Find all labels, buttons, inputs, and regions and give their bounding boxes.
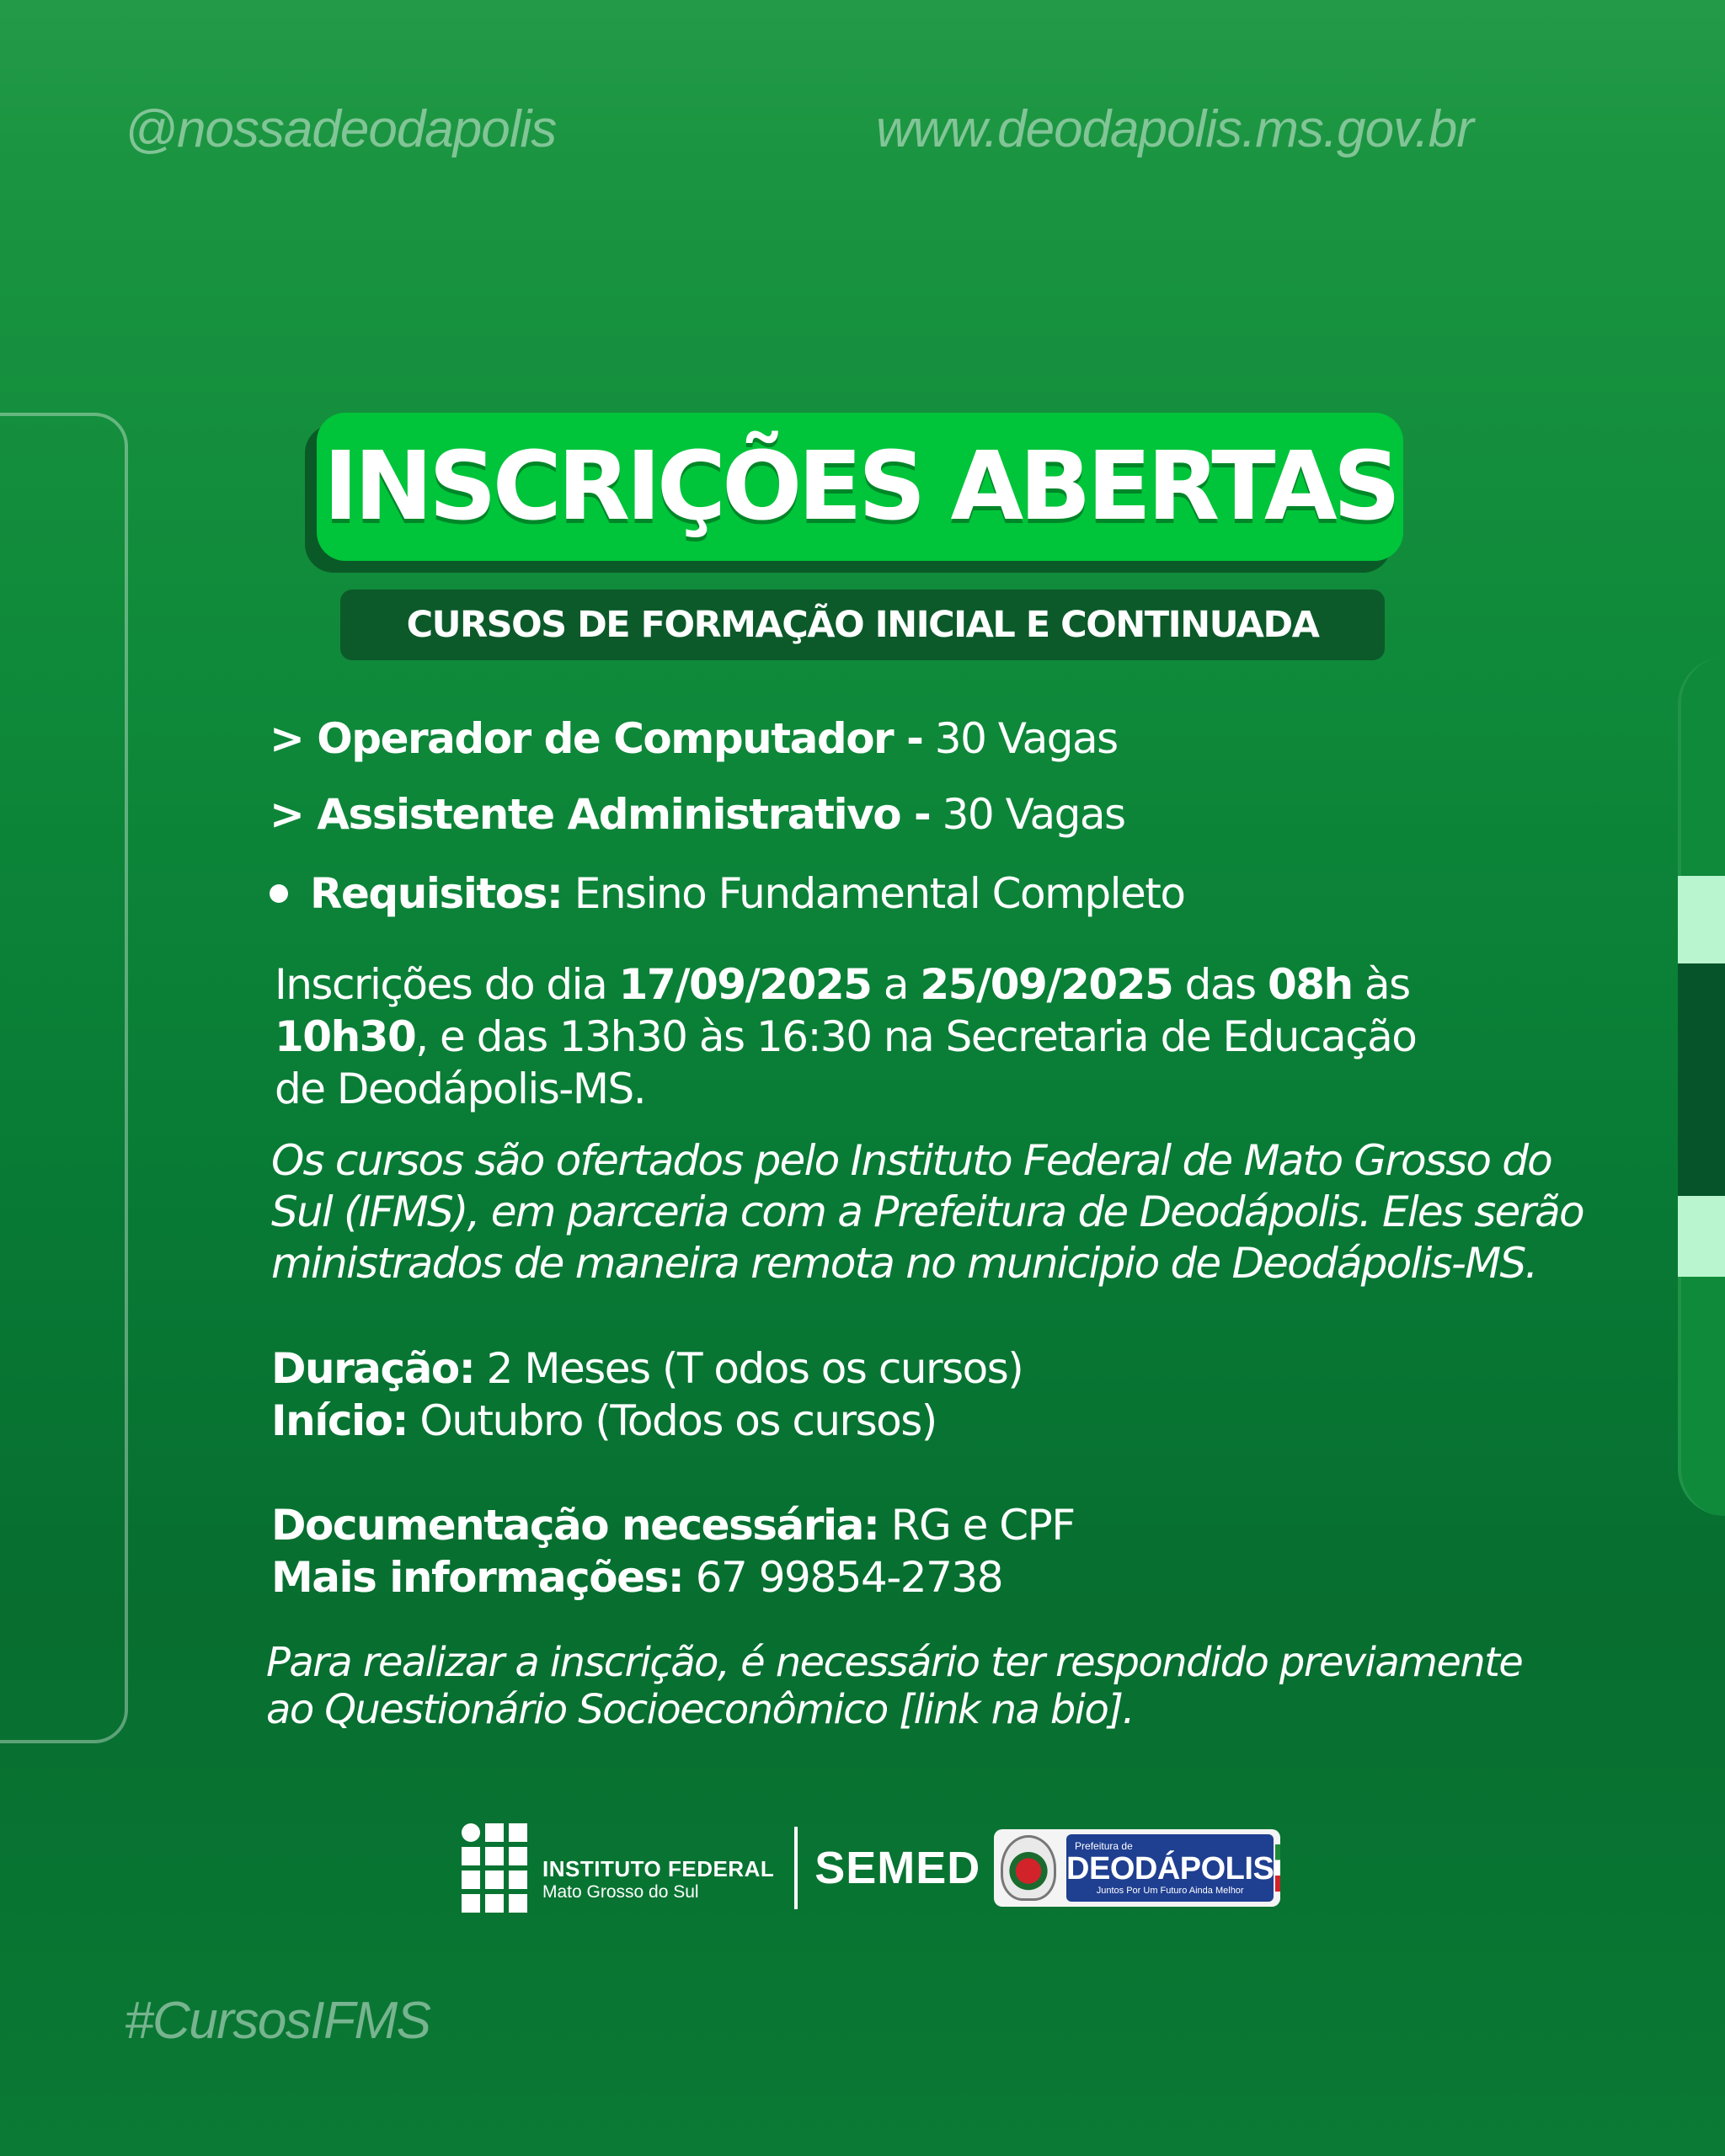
duration-line — [271, 1342, 1023, 1395]
schedule-text-part: Inscrições do dia — [275, 960, 619, 1009]
end-date: 25/09/2025 — [920, 960, 1173, 1009]
headline-text: INSCRIÇÕES ABERTAS — [323, 432, 1397, 542]
schedule-text-part: às — [1352, 960, 1410, 1009]
documents-value: RG e CPF — [879, 1501, 1075, 1550]
duration-value: 2 Meses (T odos os cursos) — [474, 1344, 1023, 1393]
course-name: > Assistente Administrativo - — [270, 790, 931, 839]
flag-stripes — [1275, 1844, 1280, 1892]
prefeitura-name-panel — [1066, 1834, 1274, 1902]
ifms-logo-icon — [462, 1823, 527, 1913]
bullet-icon — [270, 884, 288, 903]
schedule-text-part: das — [1172, 960, 1268, 1009]
logo-divider — [794, 1827, 798, 1909]
documents-label: Documentação necessária: — [271, 1501, 879, 1550]
ifms-state: Mato Grosso do Sul — [542, 1881, 699, 1902]
start-date: 17/09/2025 — [618, 960, 872, 1009]
documents-line — [271, 1499, 1075, 1551]
course-item — [270, 790, 1125, 839]
prefeitura-tagline: Juntos Por Um Futuro Ainda Melhor — [1096, 1886, 1244, 1896]
schedule-text — [275, 958, 1437, 1115]
prefeitura-name: DEODÁPOLIS — [1066, 1851, 1274, 1886]
contact-phone: 67 99854-2738 — [683, 1553, 1003, 1602]
hashtag: #CursosIFMS — [125, 1992, 430, 2050]
start-time: 08h — [1267, 960, 1353, 1009]
course-item — [270, 714, 1118, 763]
ifms-name: INSTITUTO FEDERAL — [542, 1855, 775, 1881]
requirements-value: Ensino Fundamental Completo — [562, 869, 1185, 918]
course-name: > Operador de Computador - — [270, 714, 923, 763]
ifms-logo-text — [542, 1856, 774, 1903]
semed-logo: SEMED — [814, 1843, 981, 1893]
right-decorative-stripe — [1678, 963, 1725, 1196]
right-decorative-stripe — [1678, 876, 1725, 963]
start-line — [271, 1395, 937, 1447]
requirements-label: Requisitos: — [310, 869, 563, 918]
about-paragraph: Os cursos são ofertados pelo Instituto Federal de Mato Grosso do Sul (IFMS), em parceria com a Prefeitura de Deodápolis. Eles serão ministrados de maneira remota no municipio de Deodápolis-MS. — [271, 1136, 1583, 1288]
requirements-line — [270, 869, 1184, 918]
partner-logos — [462, 1824, 1280, 1912]
prefeitura-prefix: Prefeitura de — [1075, 1840, 1133, 1852]
schedule-text-part: a — [871, 960, 921, 1009]
prefeitura-logo — [994, 1829, 1280, 1907]
instagram-handle: @nossadeodapolis — [125, 100, 557, 158]
right-decorative-stripe — [1678, 1196, 1725, 1277]
city-crest-icon — [1001, 1835, 1056, 1901]
course-vagas: 30 Vagas — [922, 714, 1118, 763]
headline-banner — [305, 413, 1407, 573]
start-value: Outubro (Todos os cursos) — [407, 1396, 937, 1445]
end-time: 10h30 — [275, 1012, 416, 1061]
contact-label: Mais informações: — [271, 1553, 684, 1602]
website-url: www.deodapolis.ms.gov.br — [876, 100, 1473, 158]
contact-line — [271, 1551, 1002, 1604]
subheadline: CURSOS DE FORMAÇÃO INICIAL E CONTINUADA — [340, 590, 1385, 660]
left-decorative-frame — [0, 413, 128, 1743]
duration-label: Duração: — [271, 1344, 475, 1393]
schedule-text-part: , e das 13h30 às 16:30 na Secretaria de Educação de Deodápolis-MS. — [275, 1012, 1417, 1113]
headline-box — [317, 413, 1403, 561]
registration-note: Para realizar a inscrição, é necessário ter respondido previamente ao Questionário Socioeconômico [link na bio]. — [266, 1639, 1523, 1733]
course-vagas: 30 Vagas — [930, 790, 1125, 839]
start-label: Início: — [271, 1396, 408, 1445]
